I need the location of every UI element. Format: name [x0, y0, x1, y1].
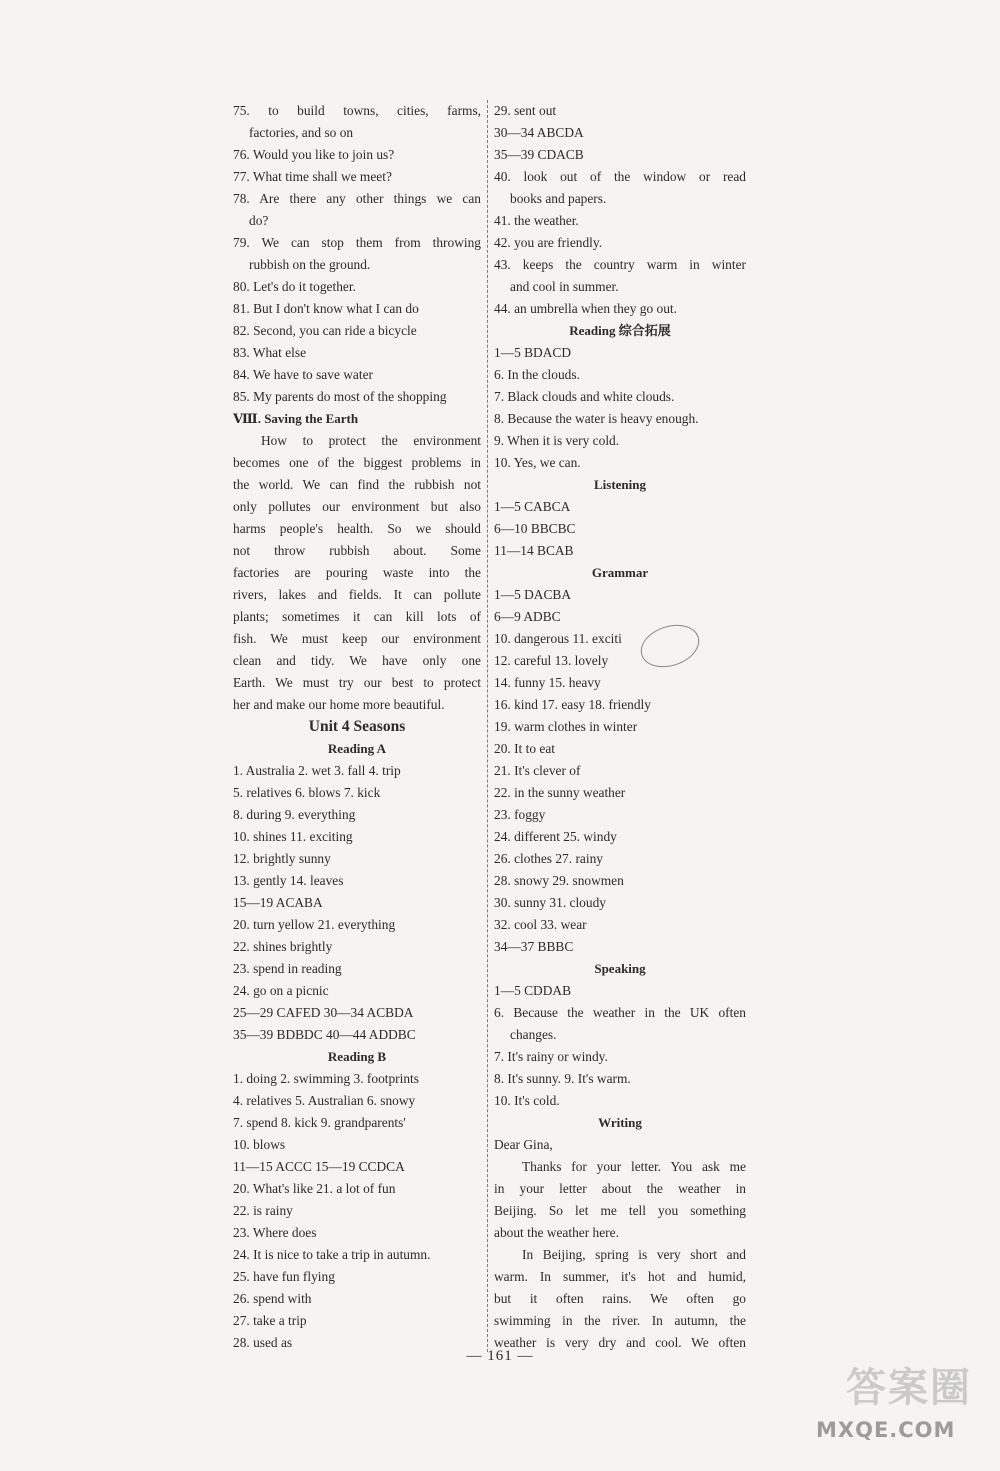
answer-line: 23. foggy: [494, 807, 546, 822]
answer-line: 20. What's like 21. a lot of fun: [233, 1181, 396, 1196]
answer-line: and cool in summer.: [510, 279, 619, 294]
answer-line: Earth. We must try our best to protect: [233, 675, 481, 690]
answer-line: Thanks for your letter. You ask me: [522, 1159, 746, 1174]
answer-line: 8. Because the water is heavy enough.: [494, 411, 699, 426]
answer-line: harms people's health. So we should: [233, 521, 481, 536]
right-column: [494, 100, 746, 1354]
answer-line: 23. spend in reading: [233, 961, 342, 976]
answer-line: 1. Australia 2. wet 3. fall 4. trip: [233, 763, 401, 778]
left-column: [233, 100, 481, 1354]
answer-line: In Beijing, spring is very short and: [522, 1247, 746, 1262]
answer-line: swimming in the river. In autumn, the: [494, 1313, 746, 1328]
answer-line: 29. sent out: [494, 103, 557, 118]
section-heading: Reading B: [327, 1049, 387, 1064]
answer-line: 75. to build towns, cities, farms,: [233, 103, 481, 118]
answer-line: 4. relatives 5. Australian 6. snowy: [233, 1093, 416, 1108]
answer-line: 14. funny 15. heavy: [494, 675, 601, 690]
answer-line: do?: [249, 213, 269, 228]
answer-line: 44. an umbrella when they go out.: [494, 301, 677, 316]
answer-line: 82. Second, you can ride a bicycle: [233, 323, 417, 338]
answer-line: only pollutes our environment but also: [233, 499, 481, 514]
answer-line: 11—14 BCAB: [494, 543, 574, 558]
answer-line: Beijing. So let me tell you something: [494, 1203, 746, 1218]
answer-line: the world. We can find the rubbish not: [233, 477, 481, 492]
answer-line: 42. you are friendly.: [494, 235, 603, 250]
watermark-logo: 答案圈: [846, 1365, 972, 1411]
page-number: — 161 —: [466, 1348, 534, 1364]
section-heading: Ⅷ. Saving the Earth: [233, 411, 359, 426]
answer-line: 34—37 BBBC: [494, 939, 574, 954]
watermark-site: MXQE.COM: [816, 1418, 956, 1442]
answer-line: 24. go on a picnic: [233, 983, 329, 998]
answer-line: in your letter about the weather in: [494, 1181, 746, 1196]
answer-line: rubbish on the ground.: [249, 257, 371, 272]
answer-line: 1. doing 2. swimming 3. footprints: [233, 1071, 419, 1086]
answer-line: 9. When it is very cold.: [494, 433, 620, 448]
answer-line: 24. different 25. windy: [494, 829, 617, 844]
answer-line: 13. gently 14. leaves: [233, 873, 344, 888]
answer-line: 35—39 BDBDC 40—44 ADDBC: [233, 1027, 416, 1042]
answer-line: 25—29 CAFED 30—34 ACBDA: [233, 1005, 414, 1020]
answer-line: not throw rubbish about. Some: [233, 543, 481, 558]
answer-line: 30—34 ABCDA: [494, 125, 584, 140]
answer-line: 24. It is nice to take a trip in autumn.: [233, 1247, 431, 1262]
answer-line: 43. keeps the country warm in winter: [494, 257, 746, 272]
answer-line: 30. sunny 31. cloudy: [494, 895, 606, 910]
answer-line: fish. We must keep our environment: [233, 631, 481, 646]
answer-line: How to protect the environment: [261, 433, 481, 448]
answer-line: 85. My parents do most of the shopping: [233, 389, 447, 404]
answer-line: 20. It to eat: [494, 741, 555, 756]
answer-line: 22. is rainy: [233, 1203, 293, 1218]
answer-line: 15—19 ACABA: [233, 895, 323, 910]
answer-line: 6. Because the weather in the UK often: [494, 1005, 746, 1020]
section-heading: Unit 4 Seasons: [308, 718, 406, 735]
answer-line: 20. turn yellow 21. everything: [233, 917, 396, 932]
answer-line: 10. shines 11. exciting: [233, 829, 353, 844]
answer-line: 22. shines brightly: [233, 939, 333, 954]
answer-line: 6—10 BBCBC: [494, 521, 576, 536]
answer-line: 1—5 DACBA: [494, 587, 572, 602]
answer-line: 76. Would you like to join us?: [233, 147, 395, 162]
answer-line: 19. warm clothes in winter: [494, 719, 638, 734]
answer-line: 7. spend 8. kick 9. grandparents': [233, 1115, 406, 1130]
answer-line: 11—15 ACCC 15—19 CCDCA: [233, 1159, 405, 1174]
answer-line: 84. We have to save water: [233, 367, 373, 382]
answer-line: weather is very dry and cool. We often: [494, 1335, 746, 1350]
answer-line: 28. snowy 29. snowmen: [494, 873, 624, 888]
answer-line: 10. dangerous 11. exciti: [494, 631, 622, 646]
answer-line: 6—9 ADBC: [494, 609, 561, 624]
answer-line: 25. have fun flying: [233, 1269, 335, 1284]
answer-line: 80. Let's do it together.: [233, 279, 356, 294]
section-heading: Grammar: [591, 565, 649, 580]
answer-line: 81. But I don't know what I can do: [233, 301, 419, 316]
answer-line: 1—5 CDDAB: [494, 983, 572, 998]
section-heading: Reading A: [327, 741, 387, 756]
answer-line: 32. cool 33. wear: [494, 917, 587, 932]
answer-line: becomes one of the biggest problems in: [233, 455, 481, 470]
answer-line: 27. take a trip: [233, 1313, 307, 1328]
answer-line: 77. What time shall we meet?: [233, 169, 392, 184]
answer-line: 21. It's clever of: [494, 763, 581, 778]
answer-line: plants; sometimes it can kill lots of: [233, 609, 481, 624]
answer-line: 6. In the clouds.: [494, 367, 580, 382]
answer-line: 10. It's cold.: [494, 1093, 560, 1108]
answer-line: 1—5 BDACD: [494, 345, 572, 360]
answer-line: 26. clothes 27. rainy: [494, 851, 603, 866]
answer-line: 40. look out of the window or read: [494, 169, 746, 184]
answer-line: factories are pouring waste into the: [233, 565, 481, 580]
answer-line: 78. Are there any other things we can: [233, 191, 481, 206]
section-heading: Reading 综合拓展: [569, 323, 671, 338]
answer-line: changes.: [510, 1027, 557, 1042]
answer-line: but it often rains. We often go: [494, 1291, 746, 1306]
answer-line: 5. relatives 6. blows 7. kick: [233, 785, 381, 800]
answer-line: warm. In summer, it's hot and humid,: [494, 1269, 746, 1284]
answer-line: 7. It's rainy or windy.: [494, 1049, 608, 1064]
answer-line: 23. Where does: [233, 1225, 317, 1240]
answer-line: 1—5 CABCA: [494, 499, 571, 514]
answer-line: 35—39 CDACB: [494, 147, 584, 162]
answer-line: about the weather here.: [494, 1225, 619, 1240]
answer-line: 28. used as: [233, 1335, 293, 1350]
answer-line: 7. Black clouds and white clouds.: [494, 389, 675, 404]
answer-line: 8. It's sunny. 9. It's warm.: [494, 1071, 631, 1086]
answer-line: 16. kind 17. easy 18. friendly: [494, 697, 651, 712]
answer-line: 79. We can stop them from throwing: [233, 235, 481, 250]
answer-line: Dear Gina,: [494, 1137, 553, 1152]
answer-line: 10. Yes, we can.: [494, 455, 581, 470]
answer-line: 83. What else: [233, 345, 307, 360]
answer-line: rivers, lakes and fields. It can pollute: [233, 587, 481, 602]
answer-line: her and make our home more beautiful.: [233, 697, 445, 712]
column-divider: [487, 100, 488, 1352]
section-heading: Listening: [593, 477, 646, 492]
answer-line: factories, and so on: [249, 125, 354, 140]
answer-line: 12. careful 13. lovely: [494, 653, 609, 668]
answer-line: 26. spend with: [233, 1291, 312, 1306]
section-heading: Writing: [598, 1115, 642, 1130]
answer-line: 22. in the sunny weather: [494, 785, 626, 800]
answer-line: 8. during 9. everything: [233, 807, 356, 822]
answer-line: 10. blows: [233, 1137, 286, 1152]
answer-line: clean and tidy. We have only one: [233, 653, 481, 668]
answer-line: books and papers.: [510, 191, 607, 206]
section-heading: Speaking: [594, 961, 646, 976]
answer-line: 12. brightly sunny: [233, 851, 331, 866]
answer-line: 41. the weather.: [494, 213, 579, 228]
